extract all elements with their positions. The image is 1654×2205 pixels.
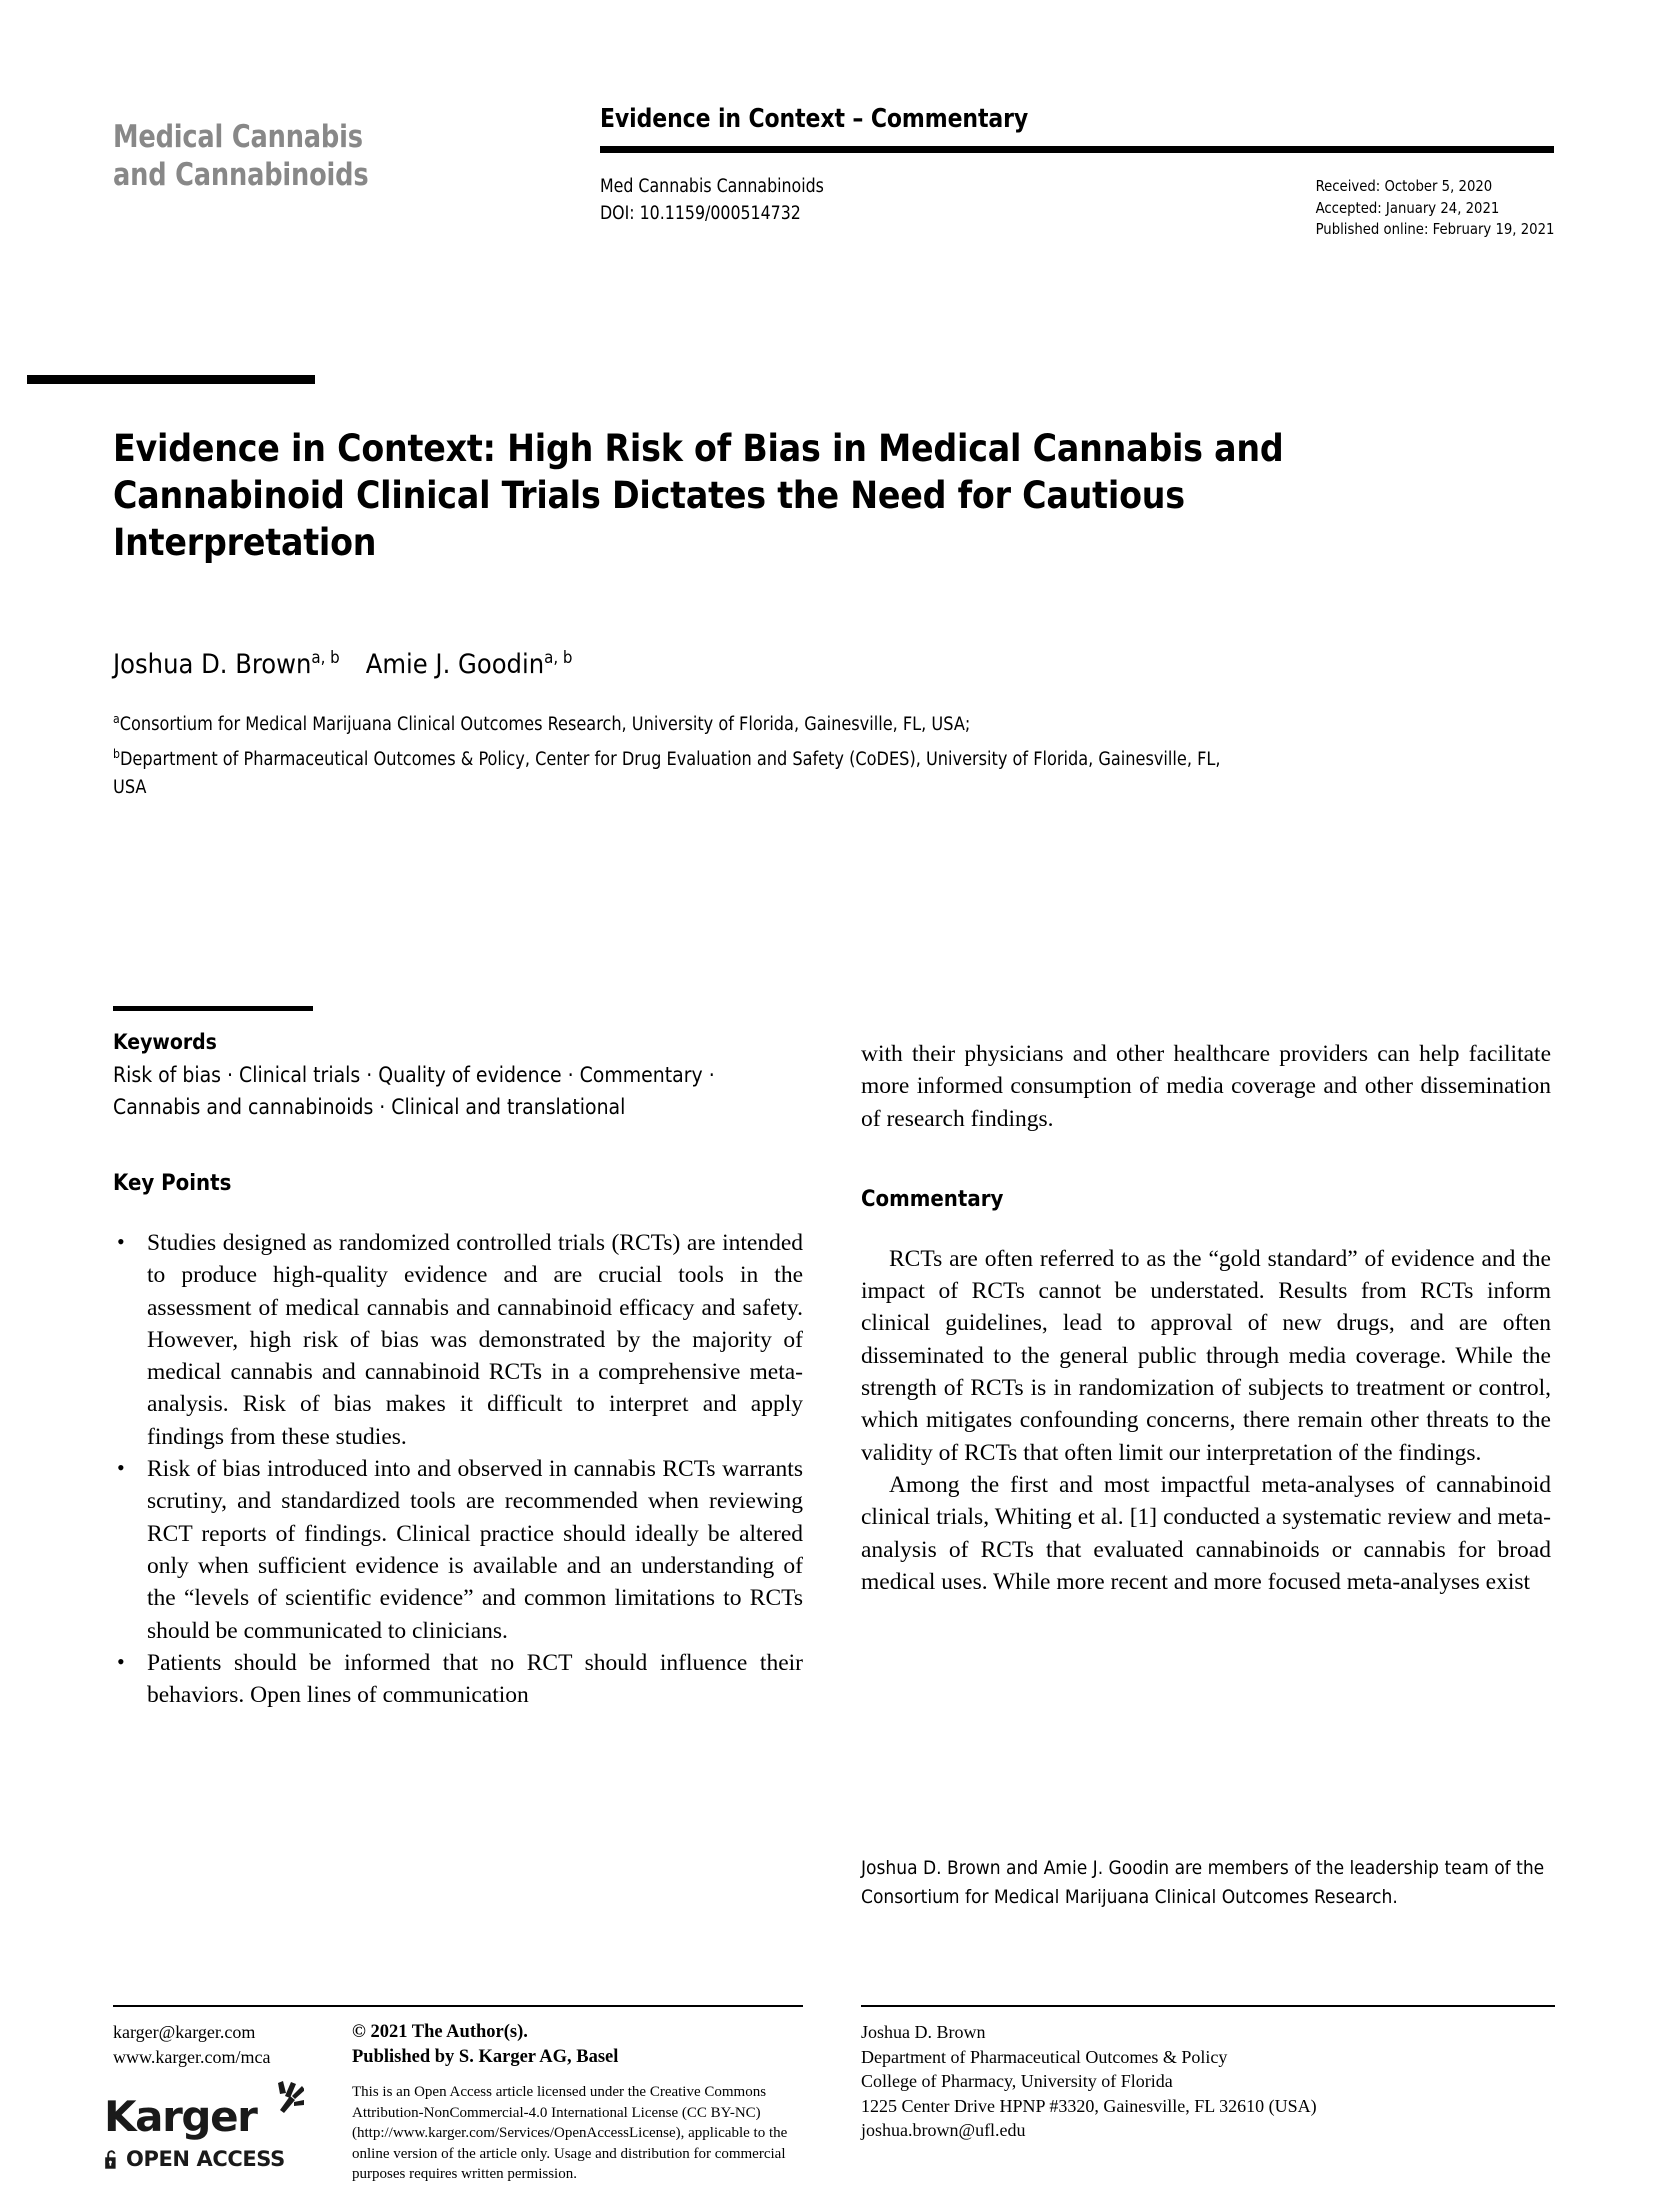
header-divider-rule bbox=[600, 146, 1554, 153]
author-name-1: Joshua D. Brown bbox=[113, 649, 312, 680]
affiliation-mark-b: b bbox=[113, 745, 120, 761]
correspondence-email[interactable]: joshua.brown@ufl.edu bbox=[861, 2120, 1026, 2140]
authorship-footnote: Joshua D. Brown and Amie J. Goodin are members of the leadership team of the Consortium for Medical Marijuana Clinical Outcomes Research. bbox=[861, 1857, 1545, 1908]
publisher-email[interactable]: karger@karger.com bbox=[113, 2022, 256, 2042]
list-item: • Studies designed as randomized controlled trials (RCTs) are intended to produce high-quality evidence and are crucial tools in the assessment of medical cannabis and cannabinoid efficacy and safety. However, high risk of bias was demonstrated by the majority of medical cannabis and cannabinoid RCTs in a comprehensive meta-analysis. Risk of bias makes it difficult to interpret and apply findings from these studies. bbox=[113, 1227, 803, 1453]
correspondence-block bbox=[861, 2020, 1555, 2143]
correspondence-address: 1225 Center Drive HPNP #3320, Gainesville, FL 32610 (USA) bbox=[861, 2095, 1317, 2116]
continued-paragraph-block bbox=[861, 1038, 1551, 1135]
affiliation-text-a: Consortium for Medical Marijuana Clinical Outcomes Research, University of Florida, Gainesville, FL, USA; bbox=[119, 714, 971, 736]
correspondence-department: Department of Pharmaceutical Outcomes & Policy bbox=[861, 2046, 1228, 2067]
footer-divider-right bbox=[861, 2005, 1555, 2007]
commentary-heading: Commentary bbox=[861, 1186, 1004, 1212]
open-access-badge bbox=[104, 2147, 344, 2171]
journal-citation-block bbox=[600, 173, 824, 227]
commentary-body bbox=[861, 1243, 1551, 1598]
doi-text: DOI: 10.1159/000514732 bbox=[600, 203, 801, 224]
header-metadata bbox=[600, 173, 1554, 253]
spacer bbox=[113, 1123, 803, 1169]
right-column bbox=[861, 1038, 1551, 1598]
spacer bbox=[861, 1215, 1551, 1243]
affiliation-text-b: Department of Pharmaceutical Outcomes & Policy, Center for Drug Evaluation and Safety (CoDES), University of Florida, Gainesville, FL, USA bbox=[113, 748, 1221, 799]
article-section-label: Evidence in Context – Commentary bbox=[600, 104, 1029, 134]
affiliation-mark-a: a bbox=[113, 711, 120, 726]
karger-logo-text: Karger bbox=[104, 2092, 257, 2141]
copyright-line-1: © 2021 The Author(s). bbox=[352, 2022, 528, 2042]
journal-name-line-2: and Cannabinoids bbox=[113, 157, 369, 193]
accepted-date: Accepted: January 24, 2021 bbox=[1315, 198, 1499, 217]
footer-divider-left bbox=[113, 2005, 803, 2007]
continued-paragraph: with their physicians and other healthcare providers can help facilitate more informed consumption of media coverage and other dissemination of research findings. bbox=[861, 1041, 1551, 1132]
open-access-label: OPEN ACCESS bbox=[126, 2147, 285, 2171]
open-lock-icon bbox=[104, 2149, 121, 2170]
journal-short-title: Med Cannabis Cannabinoids bbox=[600, 176, 824, 197]
publisher-logo bbox=[104, 2094, 344, 2171]
page-title: Evidence in Context: High Risk of Bias in Medical Cannabis and Cannabinoid Clinical Trials Dictates the Need for Cautious Interpretation bbox=[113, 426, 1284, 564]
karger-wordmark bbox=[104, 2094, 256, 2140]
published-date: Published online: February 19, 2021 bbox=[1315, 220, 1554, 238]
author-name-2: Amie J. Goodin bbox=[365, 649, 545, 680]
spacer bbox=[861, 1135, 1551, 1185]
received-date: Received: October 5, 2020 bbox=[1315, 177, 1492, 195]
spacer bbox=[113, 1199, 803, 1227]
publisher-contact bbox=[113, 2020, 343, 2070]
key-points-heading: Key Points bbox=[113, 1171, 232, 1196]
author-affiliation-marks-1: a, b bbox=[311, 647, 340, 667]
keywords-accent-rule bbox=[113, 1006, 313, 1011]
title-accent-rule bbox=[27, 375, 315, 384]
commentary-paragraph-2: Among the first and most impactful meta-analyses of cannabinoid clinical trials, Whiting et al. [1] conducted a systematic review and meta-analysis of RCTs that evaluated cannabinoids or cannabis for broad medical uses. While more recent and more focused meta-analyses exist bbox=[861, 1471, 1551, 1595]
keywords-heading: Keywords bbox=[113, 1030, 217, 1054]
affiliations-block bbox=[113, 705, 1258, 803]
copyright-line-2: Published by S. Karger AG, Basel bbox=[352, 2047, 619, 2067]
left-column bbox=[113, 1006, 803, 1711]
commentary-paragraph-1: RCTs are often referred to as the “gold standard” of evidence and the impact of RCTs cannot be understated. Results from RCTs inform clinical guidelines, lead to approval of new drugs, and are often disseminated to the general public through media coverage. While the strength of RCTs is in randomization of subjects to treatment or control, which mitigates confounding concerns, there remain other threats to the validity of RCTs that often limit our interpretation of the findings. bbox=[861, 1245, 1551, 1466]
author-affiliation-marks-2: a, b bbox=[544, 647, 573, 667]
publication-dates bbox=[1315, 176, 1554, 241]
author-list bbox=[113, 640, 1373, 682]
header-right-block bbox=[600, 104, 1554, 253]
publisher-copyright-block bbox=[352, 2020, 804, 2185]
license-text: This is an Open Access article licensed under the Creative Commons Attribution-NonCommercial-4.0 International License (CC BY-NC) (http://www.karger.com/Services/OpenAccessLicense), applicable to the online version of the article only. Usage and distribution for commercial purposes requires written permission. bbox=[352, 2084, 788, 2182]
key-points-list bbox=[113, 1227, 803, 1711]
karger-burst-icon bbox=[260, 2080, 304, 2120]
publisher-website[interactable]: www.karger.com/mca bbox=[113, 2047, 271, 2067]
keywords-list: Risk of bias · Clinical trials · Quality of evidence · Commentary · Cannabis and cannabinoids · Clinical and translational bbox=[113, 1063, 715, 1119]
correspondence-name: Joshua D. Brown bbox=[861, 2022, 986, 2042]
correspondence-college: College of Pharmacy, University of Florida bbox=[861, 2071, 1173, 2091]
list-item: • Risk of bias introduced into and observed in cannabis RCTs warrants scrutiny, and standardized tools are recommended when reviewing RCT reports of findings. Clinical practice should ideally be altered only when sufficient evidence is available and an understanding of the “levels of scientific evidence” and common limitations to RCTs should be communicated to clinicians. bbox=[113, 1453, 803, 1647]
journal-name-line-1: Medical Cannabis bbox=[113, 119, 363, 155]
journal-masthead bbox=[113, 118, 533, 194]
list-item: • Patients should be informed that no RCT should influence their behaviors. Open lines of communication bbox=[113, 1647, 803, 1712]
